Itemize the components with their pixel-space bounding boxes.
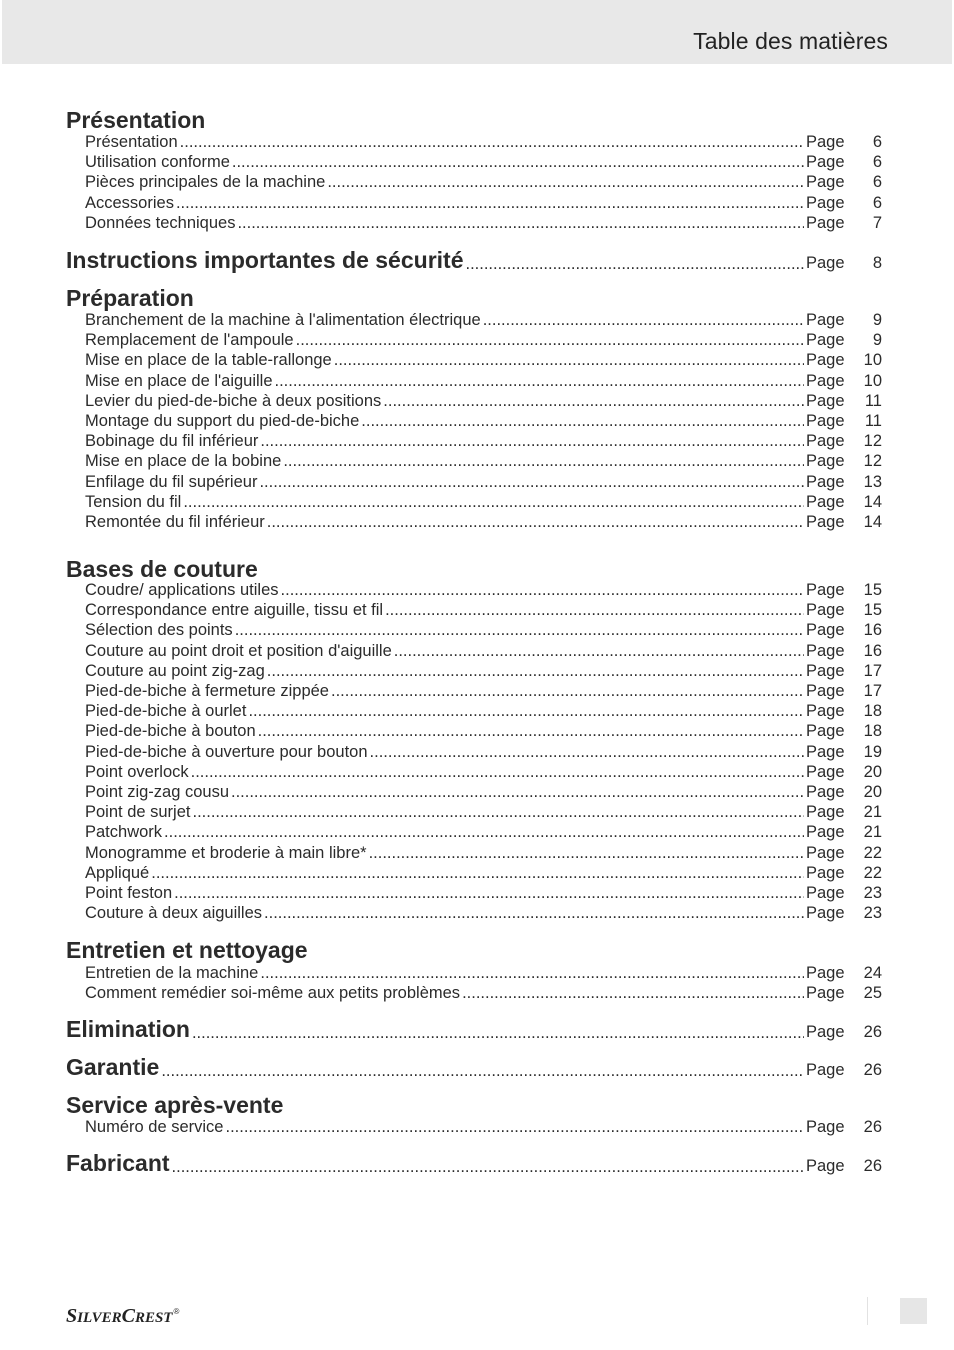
toc-section-heading[interactable] (66, 934, 882, 964)
toc-entry[interactable] (85, 411, 882, 431)
dot-leader (183, 492, 804, 512)
toc-section-heading[interactable] (66, 282, 882, 312)
dot-leader (191, 762, 804, 782)
entry-label: Données techniques (85, 213, 236, 232)
toc-entry[interactable] (85, 600, 882, 620)
page-word: Page (806, 762, 845, 781)
toc-entry[interactable] (85, 391, 882, 411)
page-word: Page (806, 193, 845, 212)
entry-label: Présentation (85, 133, 178, 151)
entry-label: Correspondance entre aiguille, tissu et fil (85, 601, 384, 620)
entry-label: Mise en place de la table-rallonge (85, 351, 332, 370)
page-number: 15 (863, 601, 882, 620)
page-word: Page (806, 391, 845, 410)
page-number: 22 (863, 863, 882, 882)
page-word: Page (806, 311, 845, 329)
entry-label: Utilisation conforme (85, 153, 230, 172)
page-word: Page (806, 742, 845, 761)
page-word: Page (806, 452, 845, 471)
dot-leader (235, 620, 804, 640)
entry-label: Remontée du fil inférieur (85, 513, 265, 531)
entry-label: Levier du pied-de-biche à deux positions (85, 391, 382, 410)
page-number-box (900, 1298, 927, 1324)
entry-label: Couture à deux aiguilles (85, 904, 263, 923)
toc-entry[interactable] (85, 350, 882, 370)
entry-label: Point zig-zag cousu (85, 783, 229, 801)
silvercrest-logo (66, 1305, 179, 1327)
page-word: Page (806, 682, 845, 700)
page-word: Page (806, 863, 845, 882)
dot-leader (192, 1024, 804, 1043)
toc-entry[interactable] (85, 310, 882, 330)
entry-label: Numéro de service (85, 1118, 224, 1136)
entry-label: Point overlock (85, 762, 189, 781)
dot-leader (192, 802, 804, 822)
page-number: 21 (863, 823, 882, 842)
toc-entry[interactable] (85, 681, 882, 701)
section-title: Garantie (66, 1054, 160, 1080)
page-word: Page (806, 351, 845, 370)
entry-label: Pied-de-biche à fermeture zippée (85, 682, 329, 700)
dot-leader (225, 1117, 804, 1137)
toc-entry[interactable] (85, 472, 882, 492)
page-word: Page (806, 581, 845, 599)
entry-label: Mise en place de l'aiguille (85, 371, 273, 390)
entry-label: Appliqué (85, 863, 150, 882)
page-word: Page (806, 254, 845, 272)
dot-leader (260, 431, 804, 451)
section-title: Service après-vente (66, 1092, 284, 1118)
dot-leader (369, 843, 804, 863)
logo-text-ilver: ILVER (77, 1310, 122, 1326)
dot-leader (483, 310, 804, 330)
toc-entry[interactable] (85, 762, 882, 782)
page-number: 10 (863, 371, 882, 390)
entry-label: Tension du fil (85, 492, 182, 511)
toc-section-heading[interactable] (66, 1147, 882, 1177)
page-number: 17 (863, 661, 882, 680)
page-number: 22 (863, 843, 882, 862)
section-title: Bases de couture (66, 556, 258, 582)
footer-divider (867, 1297, 868, 1325)
toc-entry[interactable] (85, 802, 882, 822)
toc-entry[interactable] (85, 963, 882, 983)
logo-letter-c: C (121, 1305, 135, 1327)
page-word: Page (806, 513, 845, 531)
dot-leader (267, 512, 804, 532)
entry-label: Pied-de-biche à ouverture pour bouton (85, 742, 368, 761)
entry-label: Point feston (85, 884, 173, 902)
toc-section-heading[interactable] (66, 1013, 882, 1043)
dot-leader (264, 903, 804, 923)
dot-leader (174, 883, 804, 903)
page-word: Page (806, 173, 845, 192)
page-number: 26 (863, 1157, 882, 1175)
page-word: Page (806, 412, 845, 430)
dot-leader (232, 152, 804, 172)
page-number: 9 (872, 331, 882, 350)
page-number: 14 (863, 513, 882, 531)
page-word: Page (806, 1023, 845, 1041)
page-number: 23 (863, 884, 882, 902)
page-number: 12 (863, 432, 882, 451)
page-number: 10 (863, 351, 882, 370)
page-number: 26 (863, 1118, 882, 1136)
page-word: Page (806, 331, 845, 350)
toc-entry[interactable] (85, 822, 882, 842)
page-word: Page (806, 601, 845, 620)
page-word: Page (806, 1157, 845, 1175)
entry-label: Remplacement de l'ampoule (85, 331, 294, 350)
page-number: 8 (872, 254, 882, 272)
page-number: 23 (863, 904, 882, 923)
section-title: Fabricant (66, 1150, 170, 1176)
dot-leader (296, 330, 804, 350)
dot-leader (260, 963, 804, 983)
entry-label: Branchement de la machine à l'alimentation électrique (85, 311, 481, 329)
page-word: Page (806, 823, 845, 842)
toc-entry[interactable] (85, 661, 882, 681)
toc-entry[interactable] (85, 983, 882, 1003)
toc-entry[interactable] (85, 580, 882, 600)
toc-entry[interactable] (85, 742, 882, 762)
page-number: 20 (863, 783, 882, 801)
page-word: Page (806, 722, 845, 741)
page-number: 6 (872, 133, 882, 151)
toc-entry[interactable] (85, 193, 882, 213)
toc-entry[interactable] (85, 512, 882, 532)
toc-entry[interactable] (85, 371, 882, 391)
page-number: 26 (863, 1061, 882, 1079)
dot-leader (361, 411, 804, 431)
dot-leader (383, 391, 804, 411)
page-number: 12 (863, 452, 882, 471)
page-word: Page (806, 492, 845, 511)
toc-entry[interactable] (85, 172, 882, 192)
dot-leader (248, 701, 804, 721)
page-word: Page (806, 213, 845, 232)
entry-label: Entretien de la machine (85, 964, 259, 982)
page-number: 20 (863, 762, 882, 781)
toc-entry[interactable] (85, 863, 882, 883)
dot-leader (231, 782, 804, 802)
toc-entry[interactable] (85, 883, 882, 903)
dot-leader (385, 600, 804, 620)
page-number: 21 (863, 803, 882, 822)
toc-entry[interactable] (85, 843, 882, 863)
section-title: Instructions importantes de sécurité (66, 247, 464, 273)
page-number: 6 (872, 153, 882, 172)
dot-leader (258, 721, 804, 741)
entry-label: Enfilage du fil supérieur (85, 472, 258, 491)
toc-entry[interactable] (85, 213, 882, 233)
toc-entry[interactable] (85, 620, 882, 640)
page-word: Page (806, 472, 845, 491)
page-number: 14 (863, 492, 882, 511)
page-word: Page (806, 904, 845, 923)
entry-label: Pièces principales de la machine (85, 173, 326, 192)
dot-leader (281, 580, 804, 600)
entry-label: Pied-de-biche à bouton (85, 722, 256, 741)
page-word: Page (806, 984, 845, 1003)
toc-entry[interactable] (85, 782, 882, 802)
entry-label: Bobinage du fil inférieur (85, 432, 259, 451)
page-number: 11 (864, 412, 882, 430)
page-word: Page (806, 702, 845, 721)
page-number: 9 (872, 311, 882, 329)
toc-section-heading[interactable] (66, 1089, 882, 1119)
entry-label: Montage du support du pied-de-biche (85, 412, 360, 430)
dot-leader (275, 371, 804, 391)
dot-leader (176, 193, 804, 213)
dot-leader (370, 742, 804, 762)
dot-leader (465, 255, 804, 274)
page-number: 18 (863, 702, 882, 721)
dot-leader (283, 451, 804, 471)
section-title: Préparation (66, 285, 194, 311)
entry-label: Mise en place de la bobine (85, 452, 282, 471)
page-word: Page (806, 432, 845, 451)
page-number: 17 (863, 682, 882, 700)
entry-label: Sélection des points (85, 621, 233, 640)
page-word: Page (806, 803, 845, 822)
entry-label: Pied-de-biche à ourlet (85, 702, 247, 721)
toc-entry[interactable] (85, 451, 882, 471)
entry-label: Coudre/ applications utiles (85, 581, 279, 599)
page-word: Page (806, 133, 845, 151)
section-title: Elimination (66, 1016, 190, 1042)
toc-entry[interactable] (85, 492, 882, 512)
dot-leader (161, 1062, 804, 1081)
page-number: 11 (864, 391, 882, 410)
toc-section-heading[interactable] (66, 1051, 882, 1081)
page-word: Page (806, 1061, 845, 1079)
logo-text-rest: REST (134, 1310, 173, 1326)
page-word: Page (806, 153, 845, 172)
dot-leader (331, 681, 804, 701)
page-word: Page (806, 621, 845, 640)
entry-label: Patchwork (85, 823, 163, 842)
toc-entry[interactable] (85, 701, 882, 721)
page-word: Page (806, 371, 845, 390)
entry-label: Comment remédier soi-même aux petits problèmes (85, 984, 461, 1003)
page-number: 6 (872, 193, 882, 212)
page-number: 6 (872, 173, 882, 192)
toc-entry[interactable] (85, 132, 882, 152)
toc-entry[interactable] (85, 330, 882, 350)
dot-leader (151, 863, 804, 883)
toc-entry[interactable] (85, 721, 882, 741)
entry-label: Couture au point zig-zag (85, 661, 265, 680)
toc-section-heading[interactable] (66, 104, 882, 134)
section-title: Entretien et nettoyage (66, 937, 308, 963)
logo-letter-s: S (66, 1305, 78, 1327)
dot-leader (334, 350, 804, 370)
dot-leader (394, 641, 804, 661)
toc-entry[interactable] (85, 431, 882, 451)
registered-mark: ® (173, 1307, 180, 1316)
page-number: 25 (863, 984, 882, 1003)
page-word: Page (806, 783, 845, 801)
page-word: Page (806, 661, 845, 680)
dot-leader (327, 172, 804, 192)
page-number: 13 (863, 472, 882, 491)
dot-leader (462, 983, 804, 1003)
entry-label: Point de surjet (85, 803, 191, 822)
toc-entry[interactable] (85, 152, 882, 172)
page-word: Page (806, 884, 845, 902)
entry-label: Couture au point droit et position d'aiguille (85, 641, 392, 660)
dot-leader (172, 1158, 804, 1177)
page-number: 18 (863, 722, 882, 741)
page-number: 19 (863, 742, 882, 761)
toc-entry[interactable] (85, 641, 882, 661)
page-number: 16 (863, 641, 882, 660)
section-title: Présentation (66, 107, 206, 133)
entry-label: Monogramme et broderie à main libre* (85, 843, 367, 862)
page-word: Page (806, 641, 845, 660)
page-number: 26 (863, 1023, 882, 1041)
page-number: 24 (863, 964, 882, 982)
dot-leader (237, 213, 804, 233)
dot-leader (267, 661, 804, 681)
page-word: Page (806, 843, 845, 862)
page-word: Page (806, 964, 845, 982)
page-number: 7 (872, 213, 882, 232)
page-word: Page (806, 1118, 845, 1136)
entry-label: Accessories (85, 193, 174, 212)
page-number: 16 (863, 621, 882, 640)
dot-leader (164, 822, 804, 842)
dot-leader (259, 472, 804, 492)
toc-entry[interactable] (85, 903, 882, 923)
toc-section-heading[interactable] (66, 553, 882, 583)
page-number: 15 (863, 581, 882, 599)
page-title: Table des matières (693, 28, 888, 54)
toc-entry[interactable] (85, 1117, 882, 1137)
toc-section-heading[interactable] (66, 244, 882, 274)
dot-leader (180, 132, 804, 152)
